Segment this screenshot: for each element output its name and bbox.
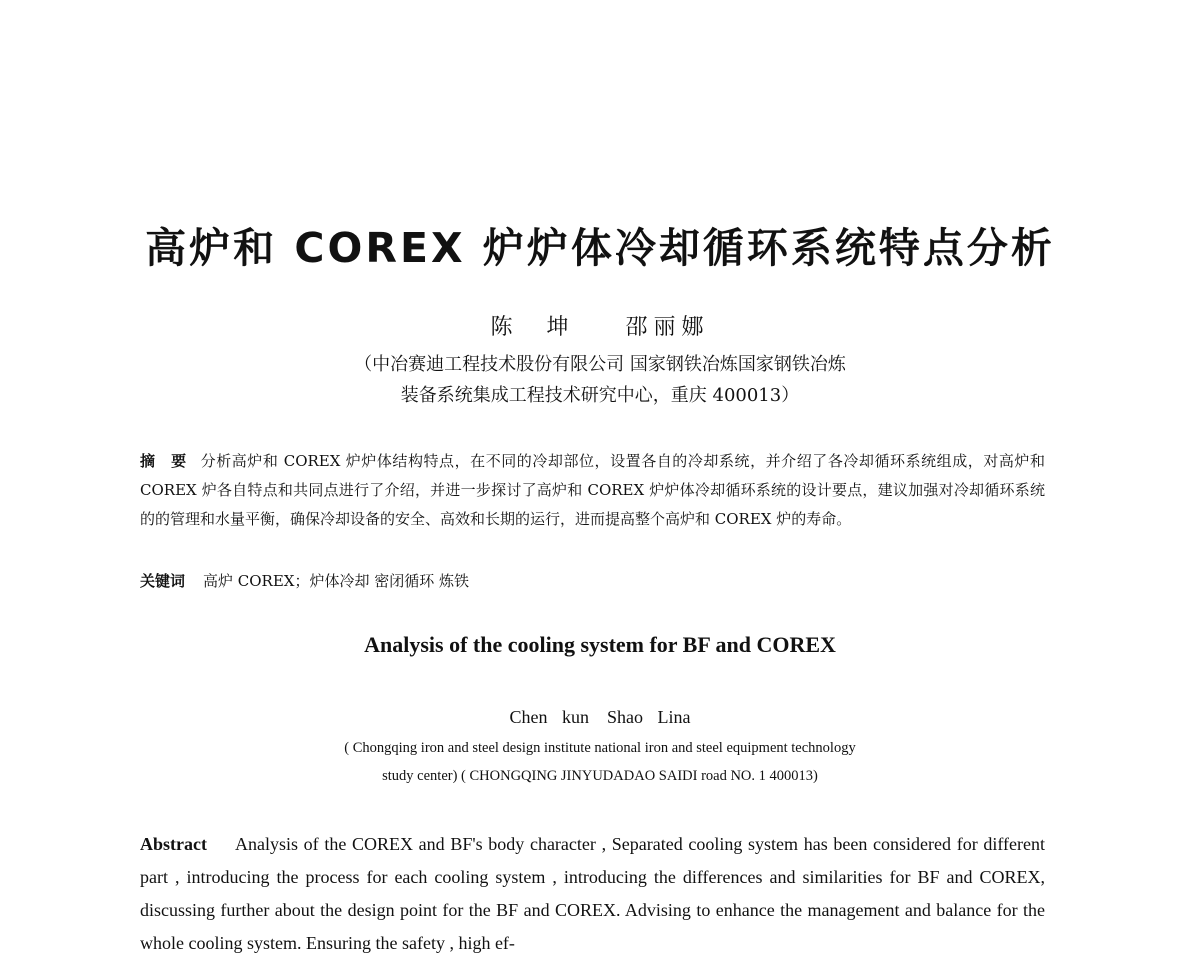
abstract-en [140, 828, 1045, 960]
keywords-cn-text: 高炉 COREX；炉体冷却 密闭循环 炼铁 [203, 572, 470, 590]
keywords-cn-label: 关键词 [140, 572, 186, 590]
affiliation-cn-line-1: （中冶赛迪工程技术股份有限公司 国家钢铁冶炼国家钢铁冶炼 [354, 354, 846, 375]
abstract-en-text: Analysis of the COREX and BF's body character , Separated cooling system has been considered for different part , introducing the process for each cooling system , introducing the differences and similarities for BF and COREX, discussing further about the design point for the BF and COREX. Advising to enhance the management and balance for the whole cooling system. Ensuring the safety , high ef- [140, 834, 1045, 953]
affiliation-en-line-2: study center) ( CHONGQING JINYUDADAO SAIDI road NO. 1 400013) [382, 768, 818, 784]
authors-en: Chen kun Shao Lina [509, 707, 691, 727]
author-1-cn: 陈 坤 [490, 315, 575, 340]
affiliation-cn-line-2: 装备系统集成工程技术研究中心，重庆 400013） [400, 385, 800, 406]
abstract-en-label: Abstract [140, 834, 207, 854]
paper-title-cn: 高炉和 COREX 炉炉体冷却循环系统特点分析 [145, 224, 1055, 272]
abstract-cn-label: 摘 要 [140, 452, 187, 470]
paper-title-en: Analysis of the cooling system for BF and COREX [364, 632, 836, 657]
author-2-cn: 邵丽娜 [625, 315, 710, 340]
abstract-cn-text: 分析高炉和 COREX 炉炉体结构特点，在不同的冷却部位，设置各自的冷却系统，并介绍了各冷却循环系统组成，对高炉和 COREX 炉各自特点和共同点进行了介绍，并进一步探讨了高炉和 COREX 炉炉体冷却循环系统的设计要点，建议加强对冷却循环系统的的管理和水量平衡，确保冷却设备的安全、高效和长期的运行，进而提高整个高炉和 COREX 炉的寿命。 [140, 452, 1045, 528]
affiliation-en-line-1: ( Chongqing iron and steel design institute national iron and steel equipment technology [344, 740, 856, 756]
authors-cn [0, 310, 1200, 346]
keywords-cn [140, 567, 469, 595]
abstract-cn [140, 447, 1045, 534]
